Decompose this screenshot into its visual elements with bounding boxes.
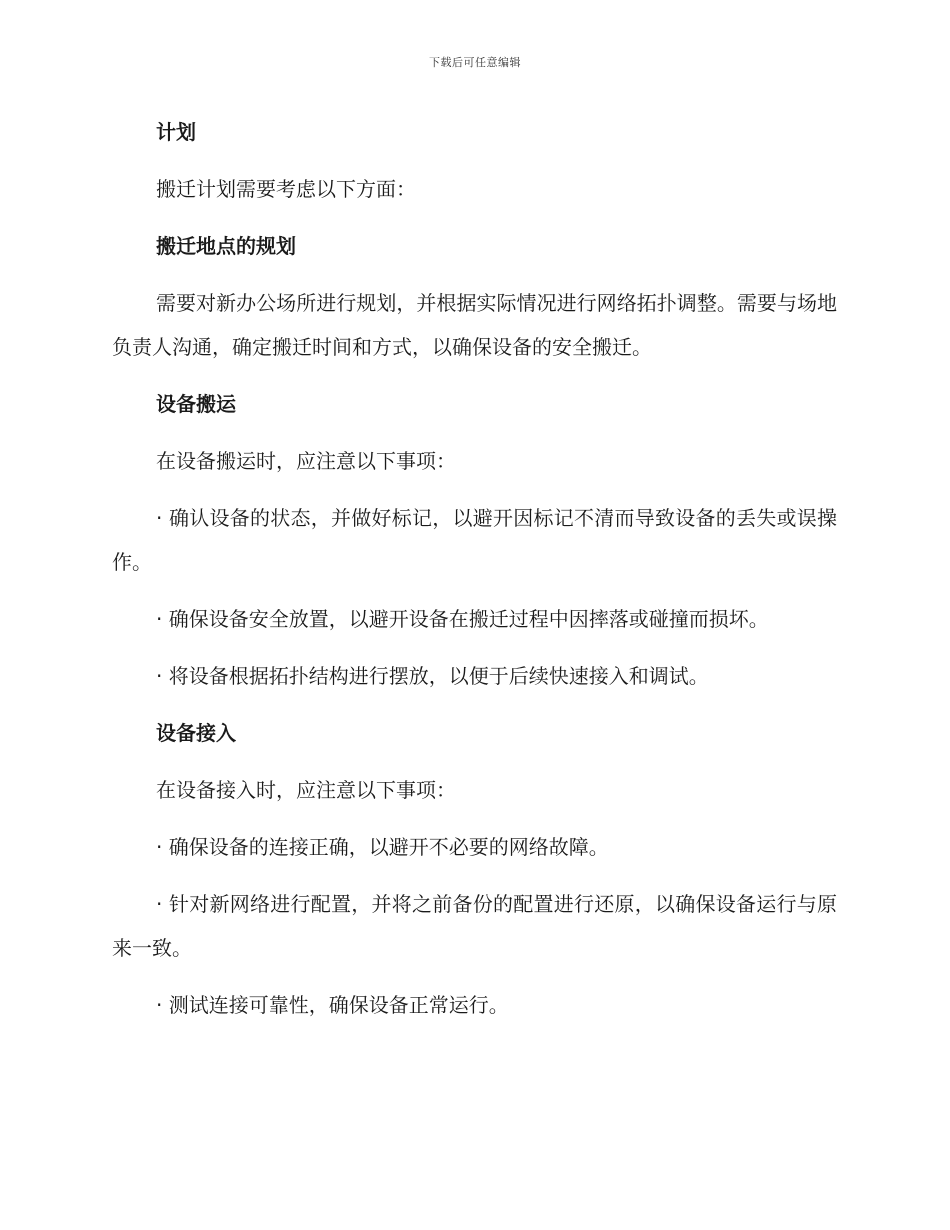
list-item: · 确保设备安全放置，以避开设备在搬迁过程中因摔落或碰撞而损坏。 <box>156 607 769 631</box>
document-body <box>112 110 837 1040</box>
list-item: · 测试连接可靠性，确保设备正常运行。 <box>156 993 509 1017</box>
section-heading-plan: 计划 <box>156 120 196 144</box>
section-heading-connect: 设备接入 <box>156 721 236 745</box>
list-item: · 将设备根据拓扑结构进行摆放，以便于后续快速接入和调试。 <box>156 664 709 688</box>
connect-intro: 在设备接入时，应注意以下事项： <box>156 778 456 802</box>
site-paragraph: 需要对新办公场所进行规划，并根据实际情况进行网络拓扑调整。需要与场地负责人沟通，确定搬迁时间和方式，以确保设备的安全搬迁。 <box>112 291 837 359</box>
move-intro: 在设备搬运时，应注意以下事项： <box>156 449 456 473</box>
section-heading-site: 搬迁地点的规划 <box>156 234 296 258</box>
plan-intro: 搬迁计划需要考虑以下方面： <box>156 177 416 201</box>
list-item: · 确认设备的状态，并做好标记，以避开因标记不清而导致设备的丢失或误操作。 <box>112 506 837 574</box>
section-heading-move: 设备搬运 <box>156 392 236 416</box>
list-item: · 针对新网络进行配置，并将之前备份的配置进行还原，以确保设备运行与原来一致。 <box>112 892 837 960</box>
header-note: 下载后可任意编辑 <box>429 56 521 69</box>
list-item: · 确保设备的连接正确，以避开不必要的网络故障。 <box>156 835 609 859</box>
